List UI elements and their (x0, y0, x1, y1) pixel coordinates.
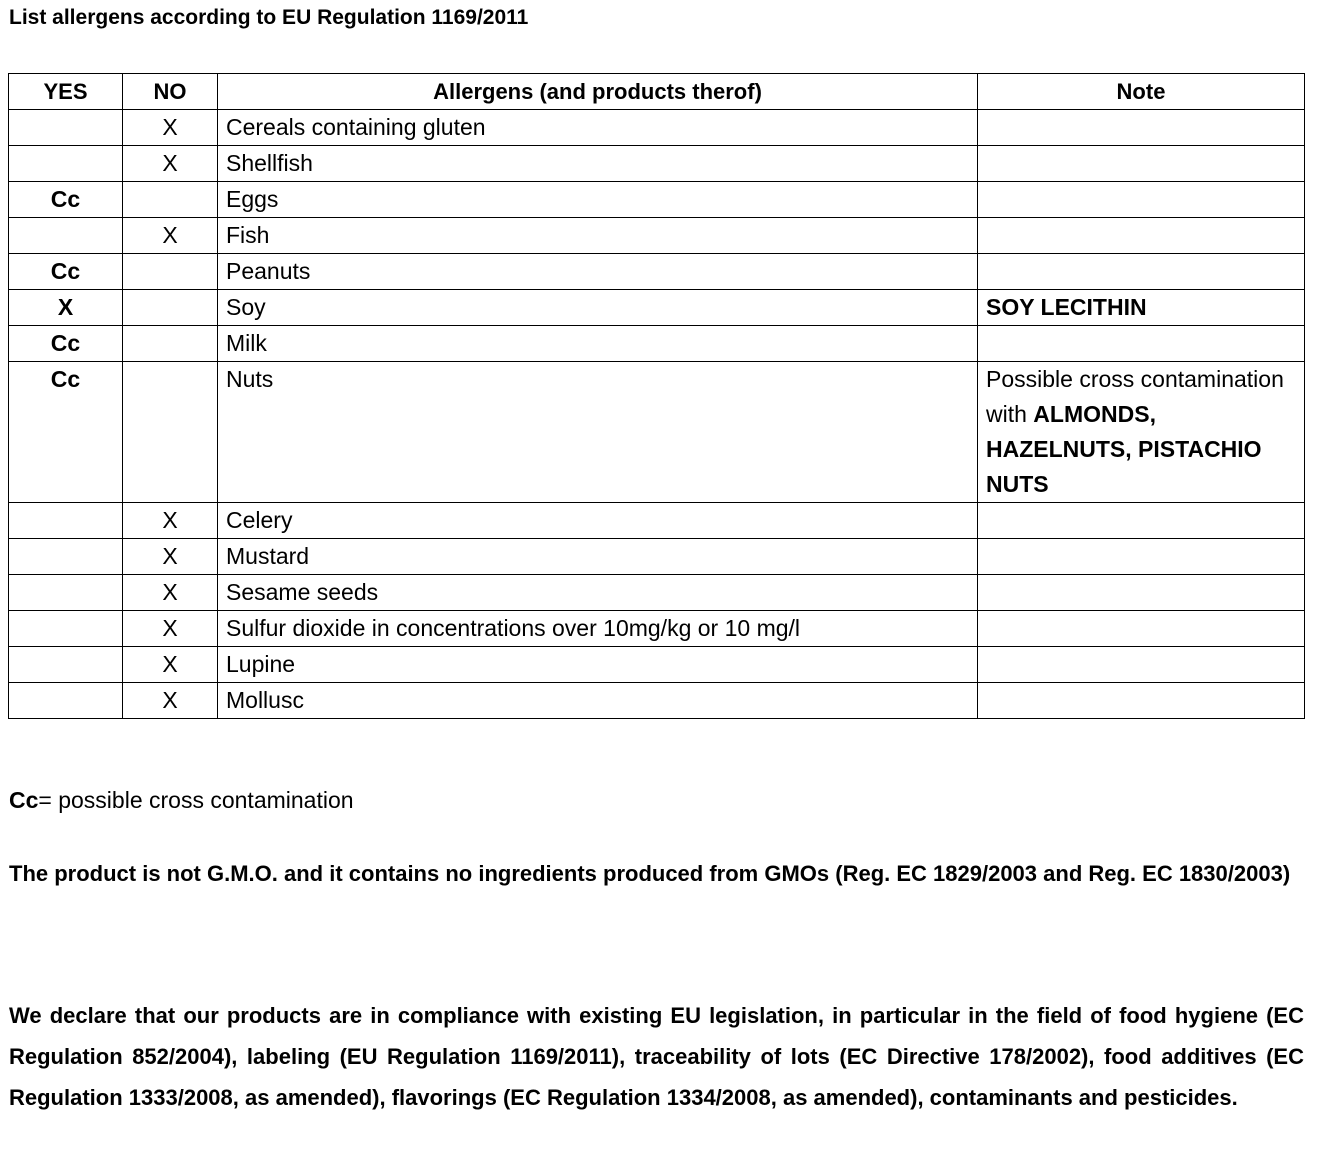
cell-no: X (123, 575, 218, 611)
cell-no (123, 362, 218, 503)
cell-allergen: Lupine (218, 647, 978, 683)
cell-yes: Cc (9, 182, 123, 218)
table-row (9, 110, 1305, 146)
cell-no: X (123, 539, 218, 575)
table-row (9, 362, 1305, 503)
cell-yes (9, 503, 123, 539)
cell-yes: X (9, 290, 123, 326)
cell-no: X (123, 503, 218, 539)
cell-note (978, 218, 1305, 254)
cell-note (978, 539, 1305, 575)
cell-note (978, 683, 1305, 719)
note-text: Possible cross contamination with (986, 366, 1284, 427)
table-row (9, 218, 1305, 254)
allergen-table (8, 73, 1305, 719)
cell-allergen: Sesame seeds (218, 575, 978, 611)
table-row (9, 575, 1305, 611)
table-row (9, 290, 1305, 326)
table-row (9, 326, 1305, 362)
cell-allergen: Soy (218, 290, 978, 326)
cell-note (978, 647, 1305, 683)
legend-abbr: Cc (9, 787, 39, 813)
table-row (9, 539, 1305, 575)
table-row (9, 146, 1305, 182)
cell-no (123, 182, 218, 218)
cell-note (978, 326, 1305, 362)
allergen-rows (9, 110, 1305, 719)
cell-allergen: Mustard (218, 539, 978, 575)
cell-no (123, 254, 218, 290)
cell-note (978, 362, 1305, 503)
cell-yes (9, 647, 123, 683)
cell-no: X (123, 611, 218, 647)
cell-allergen: Eggs (218, 182, 978, 218)
cell-no: X (123, 683, 218, 719)
cell-note (978, 503, 1305, 539)
cell-note (978, 146, 1305, 182)
gmo-statement: The product is not G.M.O. and it contains no ingredients produced from GMOs (Reg. EC 1829/2003 and Reg. EC 1830/2003) (9, 861, 1291, 886)
cell-no (123, 326, 218, 362)
table-row (9, 254, 1305, 290)
cell-no: X (123, 218, 218, 254)
cell-yes (9, 575, 123, 611)
cell-yes (9, 110, 123, 146)
cell-note (978, 110, 1305, 146)
note-bold-text: SOY LECITHIN (986, 294, 1147, 320)
cell-note (978, 611, 1305, 647)
cell-no: X (123, 146, 218, 182)
cell-note (978, 575, 1305, 611)
cell-note (978, 182, 1305, 218)
cell-yes (9, 683, 123, 719)
cell-no: X (123, 647, 218, 683)
cell-allergen: Sulfur dioxide in concentrations over 10mg/kg or 10 mg/l (218, 611, 978, 647)
cell-yes (9, 146, 123, 182)
cell-yes: Cc (9, 362, 123, 503)
cell-allergen: Celery (218, 503, 978, 539)
cell-yes (9, 611, 123, 647)
header-note: Note (978, 74, 1305, 110)
table-row (9, 503, 1305, 539)
cell-note (978, 254, 1305, 290)
cell-allergen: Nuts (218, 362, 978, 503)
header-allergen: Allergens (and products therof) (218, 74, 978, 110)
cell-yes: Cc (9, 254, 123, 290)
table-row (9, 647, 1305, 683)
table-row (9, 182, 1305, 218)
header-yes: YES (9, 74, 123, 110)
note-bold-text: ALMONDS, HAZELNUTS, PISTACHIO NUTS (986, 401, 1262, 497)
cell-note (978, 290, 1305, 326)
cell-yes (9, 539, 123, 575)
cell-allergen: Milk (218, 326, 978, 362)
document-heading: List allergens according to EU Regulation 1169/2011 (9, 6, 529, 29)
cell-no: X (123, 110, 218, 146)
cell-allergen: Mollusc (218, 683, 978, 719)
cell-allergen: Peanuts (218, 254, 978, 290)
compliance-declaration: We declare that our products are in compliance with existing EU legislation, in particular in the field of food hygiene (EC Regulation 852/2004), labeling (EU Regulation 1169/2011), traceability of lots (EC Directive 178/2002), food additives (EC Regulation 1333/2008, as amended), flavorings (EC Regulation 1334/2008, as amended), contaminants and pesticides. (9, 1003, 1304, 1110)
table-row (9, 683, 1305, 719)
cell-allergen: Shellfish (218, 146, 978, 182)
cell-allergen: Cereals containing gluten (218, 110, 978, 146)
legend-text: = possible cross contamination (38, 787, 354, 813)
table-header-row (9, 74, 1305, 110)
legend (9, 785, 354, 815)
header-no: NO (123, 74, 218, 110)
cell-yes (9, 218, 123, 254)
cell-no (123, 290, 218, 326)
table-row (9, 611, 1305, 647)
cell-allergen: Fish (218, 218, 978, 254)
cell-yes: Cc (9, 326, 123, 362)
